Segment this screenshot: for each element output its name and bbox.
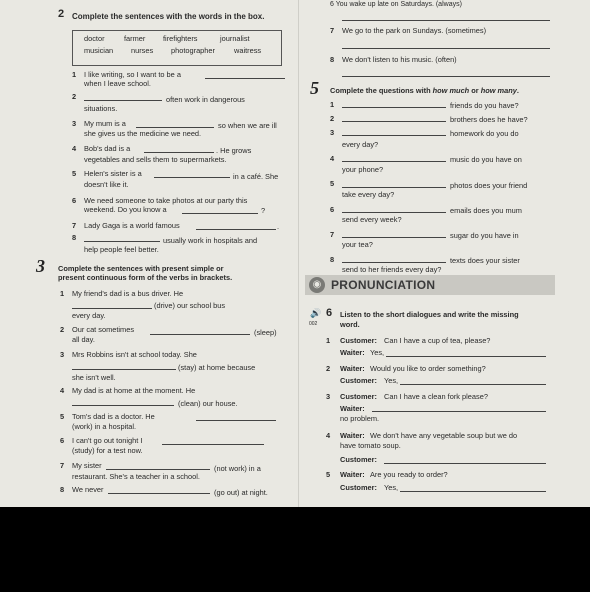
exercise-6-instruction: word.: [340, 320, 360, 329]
ex2-item-text: .: [277, 222, 280, 231]
word-nurses: nurses: [131, 46, 154, 55]
ex2-item-text: when I leave school.: [84, 79, 151, 88]
ex3-item-text: (work) in a hospital.: [72, 422, 137, 431]
pronunciation-title: PRONUNCIATION: [331, 278, 436, 292]
speaker-label: Waiter:: [340, 470, 365, 479]
ex2-item-text: ?: [261, 206, 266, 215]
exercise-3-title: present continuous form of the verbs in brackets.: [58, 273, 233, 282]
answer-line[interactable]: [72, 308, 152, 309]
speaker-label: Customer:: [340, 336, 377, 345]
dialogue-line: Would you like to order something?: [370, 364, 486, 373]
ex5-item-number: 8: [330, 255, 335, 264]
answer-line[interactable]: [150, 334, 250, 335]
ex5-item-number: 2: [330, 114, 335, 123]
exercise-3-number: 3: [36, 256, 45, 276]
dialogue-number: 4: [326, 431, 331, 440]
right-item-number: 7: [330, 26, 335, 35]
ex2-item-text: Lady Gaga is a world famous: [84, 221, 180, 230]
dialogue-line: We don't have any vegetable soup but we do: [370, 431, 518, 440]
exercise-5-number: 5: [310, 78, 319, 98]
dialogue-line: Yes,: [384, 483, 399, 492]
ex5-item-text: send to her friends every day?: [342, 265, 442, 274]
answer-line[interactable]: [106, 469, 210, 470]
exercise-6-instruction: Listen to the short dialogues and write the missing: [340, 310, 519, 319]
ex2-item-text: . He grows: [216, 146, 252, 155]
ex3-item-number: 7: [60, 461, 65, 470]
answer-line[interactable]: [72, 405, 174, 406]
ex3-item-text: (sleep): [254, 328, 277, 337]
right-item-text: We go to the park on Sundays. (sometimes): [342, 26, 487, 35]
ex3-item-text: We never: [72, 485, 104, 494]
ex2-item-text: usually work in hospitals and: [163, 236, 258, 245]
column-divider: [298, 0, 299, 507]
ex3-item-number: 2: [60, 325, 65, 334]
item-6-top: 6 You wake up late on Saturdays. (always): [330, 1, 462, 8]
answer-line[interactable]: [342, 48, 550, 49]
ex2-item-text: doesn't like it.: [84, 180, 129, 189]
answer-line[interactable]: [342, 107, 446, 108]
ex5-item-number: 1: [330, 100, 335, 109]
answer-line[interactable]: [342, 187, 446, 188]
right-item-number: 8: [330, 55, 335, 64]
answer-line[interactable]: [144, 152, 214, 153]
ex2-item-text: weekend. Do you know a: [84, 205, 167, 214]
answer-line[interactable]: [342, 262, 446, 263]
exercise-6-number: 6: [326, 307, 333, 319]
ex2-item-number: 4: [72, 144, 77, 153]
answer-line[interactable]: [205, 78, 285, 79]
answer-line[interactable]: [384, 463, 546, 464]
speaker-label: Customer:: [340, 392, 377, 401]
dialogue-line: Can I have a cup of tea, please?: [384, 336, 491, 345]
ex3-item-number: 3: [60, 350, 65, 359]
ex2-item-number: 1: [72, 70, 77, 79]
answer-line[interactable]: [196, 420, 276, 421]
answer-line[interactable]: [386, 356, 546, 357]
ex2-item-text: in a café. She: [233, 172, 279, 181]
ex5-item-text: sugar do you have in: [450, 231, 519, 240]
dialogue-line: no problem.: [340, 414, 380, 423]
word-waitress: waitress: [234, 46, 262, 55]
speaker-label: Customer:: [340, 483, 377, 492]
ex2-item-number: 6: [72, 196, 77, 205]
answer-line[interactable]: [342, 135, 446, 136]
ex5-item-number: 3: [330, 128, 335, 137]
ex5-item-text: emails does you mum: [450, 206, 522, 215]
dialogue-number: 1: [326, 336, 331, 345]
dialogue-line: Yes,: [384, 376, 399, 385]
ex2-item-number: 5: [72, 169, 77, 178]
ex5-item-text: music do you have on: [450, 155, 522, 164]
answer-line[interactable]: [182, 213, 258, 214]
dialogue-line: have tomato soup.: [340, 441, 401, 450]
ex2-item-number: 3: [72, 119, 77, 128]
answer-line[interactable]: [372, 411, 546, 412]
ex5-item-text: brothers does he have?: [450, 115, 528, 124]
dialogue-number: 5: [326, 470, 331, 479]
answer-line[interactable]: [162, 444, 264, 445]
ex2-item-text: We need someone to take photos at our party this: [84, 196, 248, 205]
exercise-3-title: Complete the sentences with present simple or: [58, 264, 224, 273]
answer-line[interactable]: [108, 493, 210, 494]
ex2-item-text: situations.: [84, 104, 118, 113]
ex2-item-text: often work in dangerous: [166, 95, 245, 104]
ex2-item-text: so when we are ill: [218, 121, 277, 130]
ex2-item-text: My mum is a: [84, 119, 126, 128]
ex3-item-text: (study) for a test now.: [72, 446, 143, 455]
answer-line[interactable]: [342, 161, 446, 162]
ex3-item-number: 4: [60, 386, 65, 395]
speaker-label: Customer:: [340, 455, 377, 464]
answer-line[interactable]: [154, 177, 230, 178]
ex2-item-text: help people feel better.: [84, 245, 159, 254]
ex5-item-text: every day?: [342, 140, 379, 149]
speaker-label: Waiter:: [340, 404, 365, 413]
ex5-item-number: 4: [330, 154, 335, 163]
ex3-item-number: 5: [60, 412, 65, 421]
ex3-item-text: she isn't well.: [72, 373, 116, 382]
ex3-item-text: (clean) our house.: [178, 399, 238, 408]
dialogue-number: 3: [326, 392, 331, 401]
ex3-item-text: Tom's dad is a doctor. He: [72, 412, 155, 421]
word-journalist: journalist: [220, 34, 250, 43]
ex3-item-number: 6: [60, 436, 65, 445]
ex3-item-text: restaurant. She's a teacher in a school.: [72, 472, 200, 481]
exercise-2-number: 2: [58, 8, 65, 20]
ex2-item-number: 8: [72, 233, 77, 242]
ex5-item-text: photos does your friend: [450, 181, 528, 190]
ex2-item-number: 7: [72, 221, 77, 230]
ex2-item-number: 2: [72, 92, 77, 101]
dialogue-line: Are you ready to order?: [370, 470, 448, 479]
ex3-item-text: I can't go out tonight I: [72, 436, 143, 445]
ex3-item-text: all day.: [72, 335, 95, 344]
ex3-item-text: Mrs Robbins isn't at school today. She: [72, 350, 197, 359]
ex5-item-text: send every week?: [342, 215, 402, 224]
ex5-item-number: 5: [330, 179, 335, 188]
ex5-item-text: texts does your sister: [450, 256, 520, 265]
ex3-item-text: every day.: [72, 311, 106, 320]
ex3-item-text: (stay) at home because: [178, 363, 256, 372]
word-farmer: farmer: [124, 34, 146, 43]
answer-line: [342, 20, 550, 21]
ex3-item-number: 8: [60, 485, 65, 494]
exercise-5-title: Complete the questions with how much or how many.: [330, 86, 519, 95]
ex3-item-text: My friend's dad is a bus driver. He: [72, 289, 184, 298]
ex5-item-text: friends do you have?: [450, 101, 519, 110]
exercise-2-title: Complete the sentences with the words in the box.: [72, 12, 265, 21]
ex5-item-text: take every day?: [342, 190, 395, 199]
speaker-label: Waiter:: [340, 348, 365, 357]
answer-line[interactable]: [342, 212, 446, 213]
ex3-item-text: My dad is at home at the moment. He: [72, 386, 196, 395]
word-doctor: doctor: [84, 34, 105, 43]
answer-line[interactable]: [400, 384, 546, 385]
ex2-item-text: Bob's dad is a: [84, 144, 131, 153]
ex3-item-number: 1: [60, 289, 65, 298]
ex3-item-text: (drive) our school bus: [154, 301, 226, 310]
right-item-text: We don't listen to his music. (often): [342, 55, 457, 64]
answer-line[interactable]: [72, 369, 176, 370]
answer-line[interactable]: [400, 491, 546, 492]
ex3-item-text: Our cat sometimes: [72, 325, 135, 334]
pronunciation-banner: [305, 275, 555, 295]
answer-line[interactable]: [342, 76, 550, 77]
audio-icon[interactable]: 🔊: [310, 308, 322, 318]
answer-line[interactable]: [196, 229, 276, 230]
speech-icon: ◉: [309, 277, 325, 293]
ex5-item-text: your phone?: [342, 165, 384, 174]
speaker-label: Waiter:: [340, 364, 365, 373]
ex2-item-text: vegetables and sells them to supermarkets.: [84, 155, 227, 164]
dialogue-number: 2: [326, 364, 331, 373]
ex2-item-text: Helen's sister is a: [84, 169, 142, 178]
ex2-item-text: I like writing, so I want to be a: [84, 70, 181, 79]
ex5-item-number: 7: [330, 230, 335, 239]
ex3-item-text: (not work) in a: [214, 464, 261, 473]
answer-line[interactable]: [342, 121, 446, 122]
word-musician: musician: [84, 46, 114, 55]
dialogue-line: Can I have a clean fork please?: [384, 392, 488, 401]
ex5-item-text: homework do you do: [450, 129, 519, 138]
speaker-label: Customer:: [340, 376, 377, 385]
answer-line[interactable]: [136, 127, 214, 128]
ex5-item-text: your tea?: [342, 240, 373, 249]
ex3-item-text: My sister: [72, 461, 102, 470]
audio-track-code: 002: [309, 321, 318, 327]
dialogue-line: Yes,: [370, 348, 385, 357]
speaker-label: Waiter:: [340, 431, 365, 440]
answer-line[interactable]: [342, 237, 446, 238]
answer-line[interactable]: [84, 100, 162, 101]
ex2-item-text: she gives us the medicine we need.: [84, 129, 202, 138]
ex5-item-number: 6: [330, 205, 335, 214]
word-photographer: photographer: [171, 46, 215, 55]
ex3-item-text: (go out) at night.: [214, 488, 268, 497]
word-firefighters: firefighters: [163, 34, 198, 43]
answer-line[interactable]: [84, 241, 160, 242]
